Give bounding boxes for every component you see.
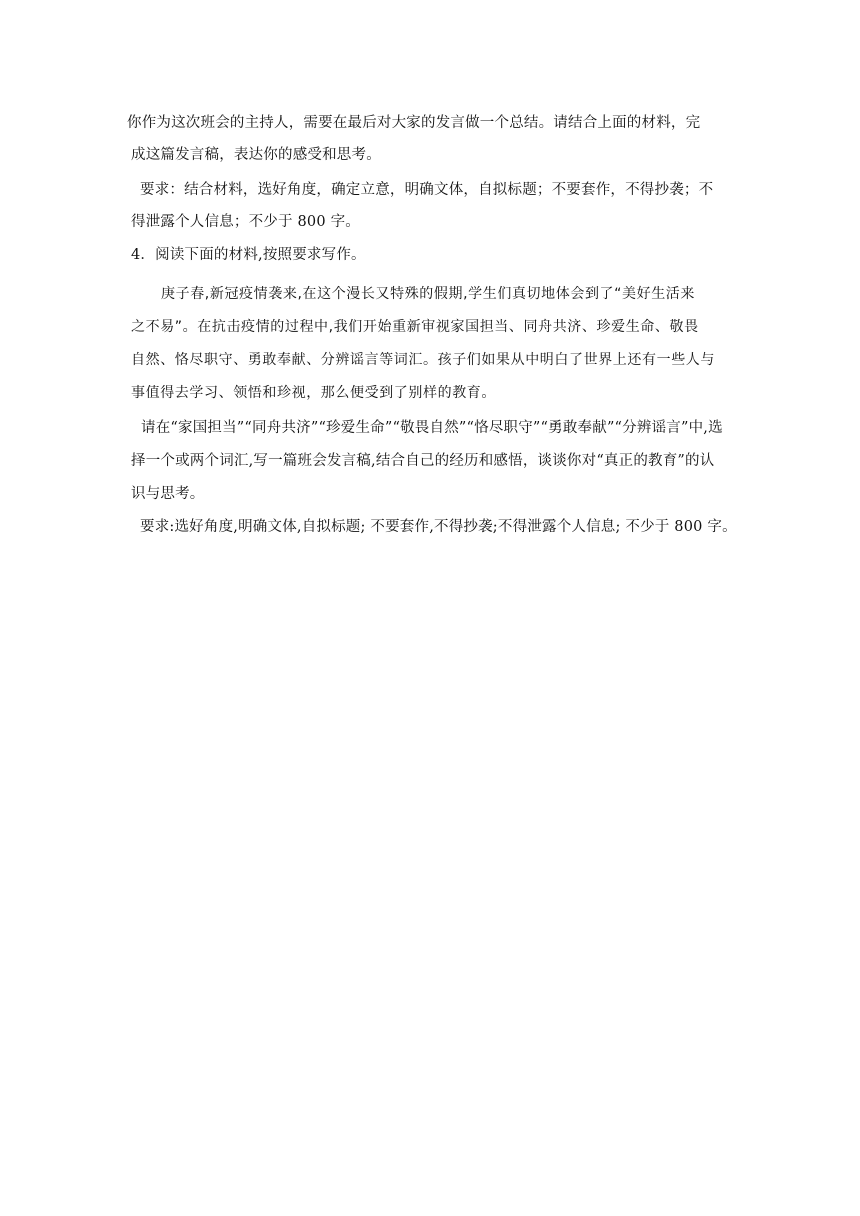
requirement-line-2: 得泄露个人信息；不少于 800 字。 bbox=[131, 214, 360, 230]
prompt-line-2: 成这篇发言稿，表达你的感受和思考。 bbox=[131, 147, 381, 163]
prompt-line-1: 你作为这次班会的主持人，需要在最后对大家的发言做一个总结。请结合上面的材料，完 bbox=[127, 115, 701, 131]
material-line-4: 事值得去学习、领悟和珍视，那么便受到了别样的教育。 bbox=[131, 385, 496, 401]
material-line-2: 之不易”。在抗击疫情的过程中,我们开始重新审视家国担当、同舟共济、珍爱生命、敬畏 bbox=[131, 319, 699, 335]
material-line-3: 自然、恪尽职守、勇敢奉献、分辨谣言等词汇。孩子们如果从中明白了世界上还有一些人与 bbox=[131, 352, 715, 368]
question-4-requirement: 要求:选好角度,明确文体,自拟标题; 不要套作,不得抄袭;不得泄露个人信息; 不少于 800 字。 bbox=[140, 519, 737, 535]
requirement-line-1: 要求：结合材料，选好角度，确定立意，明确文体，自拟标题；不要套作，不得抄袭；不 bbox=[140, 182, 714, 198]
task-line-1: 请在“家国担当”“同舟共济”“珍爱生命”“敬畏自然”“恪尽职守”“勇敢奉献”“分辨谣言”中,选 bbox=[141, 420, 723, 436]
task-line-2: 择一个或两个词汇,写一篇班会发言稿,结合自己的经历和感悟，谈谈你对“真正的教育”的认 bbox=[131, 453, 715, 469]
task-line-3: 识与思考。 bbox=[131, 486, 205, 502]
material-line-1: 庚子春,新冠疫情袭来,在这个漫长又特殊的假期,学生们真切地体会到了“美好生活来 bbox=[161, 286, 696, 302]
question-4-heading: 4．阅读下面的材料,按照要求写作。 bbox=[131, 247, 366, 263]
